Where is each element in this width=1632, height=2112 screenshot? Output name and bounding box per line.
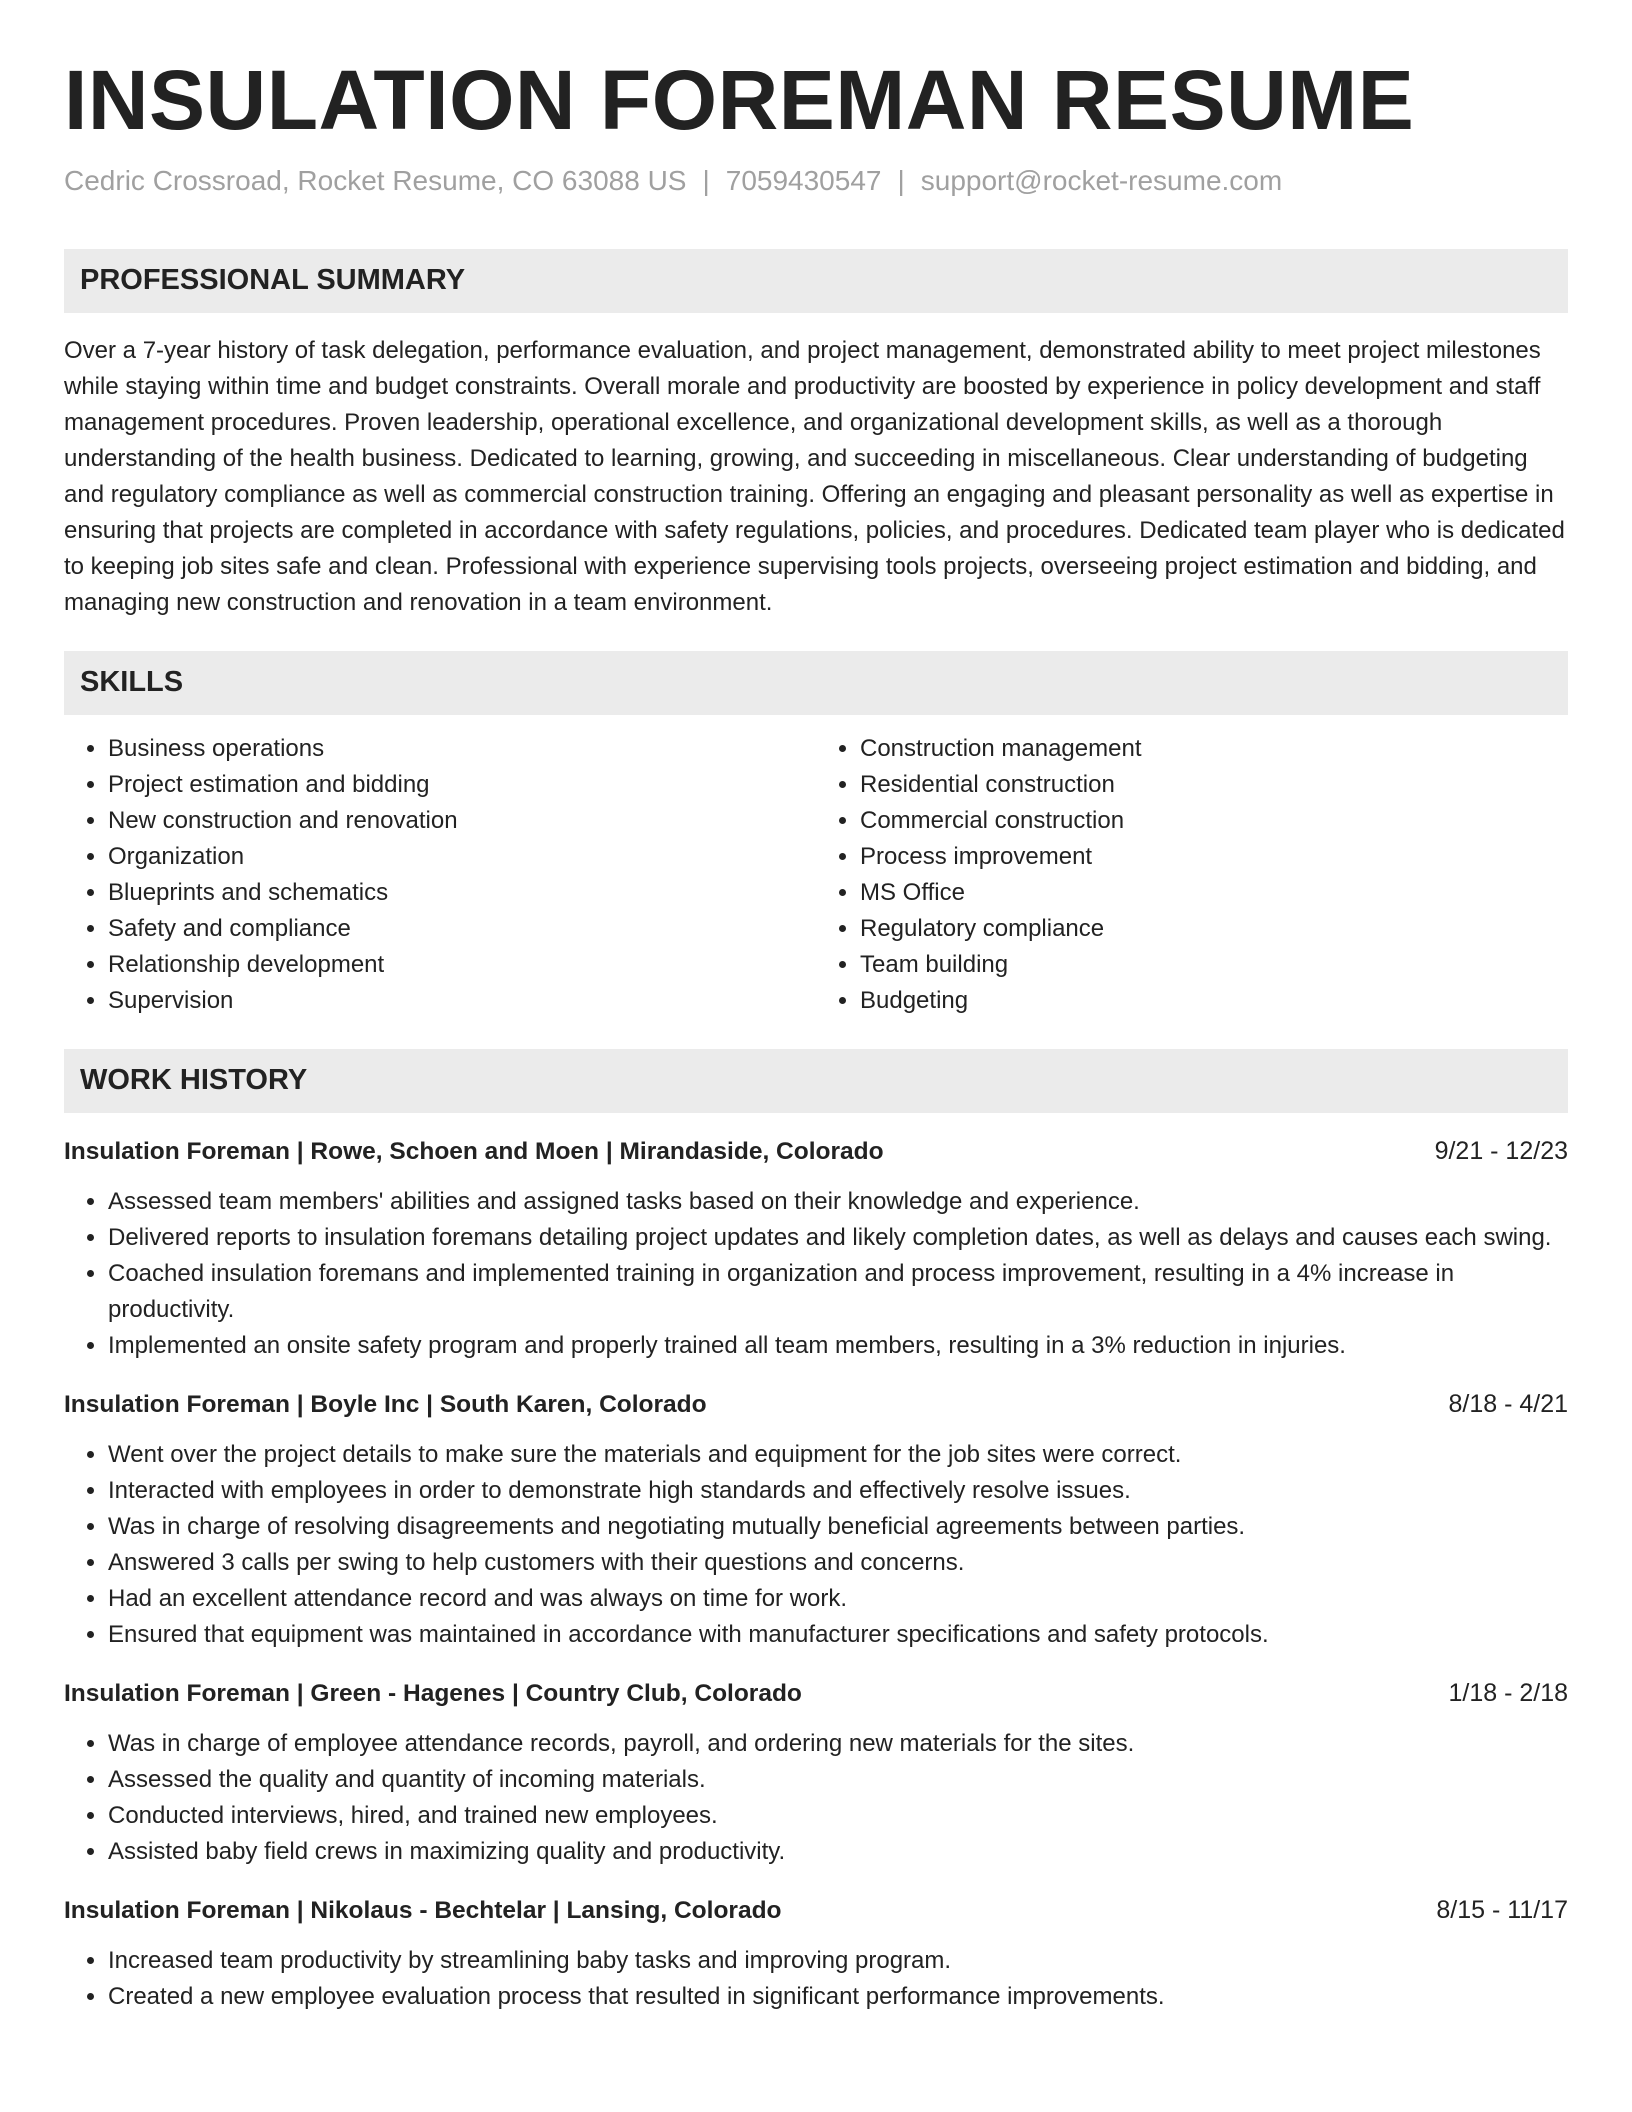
skill-item: • Relationship development [108,947,816,983]
skills-column-left [64,731,816,1019]
job-header [64,1386,1568,1423]
resume-title: INSULATION FOREMAN RESUME [64,53,1415,147]
job-bullet: • Assessed the quality and quantity of incoming materials. [108,1762,1568,1798]
skills-list [64,731,1568,1019]
job-dates: 9/21 - 12/23 [1434,1136,1568,1165]
skill-item: • Budgeting [860,983,1568,1019]
job-bullet: • Assisted baby field crews in maximizing quality and productivity. [108,1834,1568,1870]
job-bullet: • Increased team productivity by streamlining baby tasks and improving program. [108,1943,1568,1979]
job-bullets [64,1943,1568,2015]
job-bullet: • Interacted with employees in order to demonstrate high standards and effectively resolve issues. [108,1473,1568,1509]
contact-line [64,163,1568,199]
skill-item: • Regulatory compliance [860,911,1568,947]
skill-item: • Team building [860,947,1568,983]
skill-item: • MS Office [860,875,1568,911]
skill-item: • Process improvement [860,839,1568,875]
job-bullet: • Created a new employee evaluation process that resulted in significant performance improvements. [108,1979,1568,2015]
job-dates: 1/18 - 2/18 [1448,1678,1568,1707]
job-bullets [64,1726,1568,1870]
job-bullet: • Had an excellent attendance record and was always on time for work. [108,1581,1568,1617]
job-entry [64,1386,1568,1653]
job-bullet: • Ensured that equipment was maintained in accordance with manufacturer specifications and safety protocols. [108,1617,1568,1653]
job-bullet: • Went over the project details to make sure the materials and equipment for the job sites were correct. [108,1437,1568,1473]
skills-column-right [816,731,1568,1019]
contact-separator: | [702,164,710,196]
section-header-skills: SKILLS [64,651,1568,715]
skill-item: • New construction and renovation [108,803,816,839]
skill-item: • Construction management [860,731,1568,767]
job-bullet: • Conducted interviews, hired, and trained new employees. [108,1798,1568,1834]
skill-item: • Commercial construction [860,803,1568,839]
job-entry [64,1675,1568,1870]
job-bullet: • Delivered reports to insulation foremans detailing project updates and likely completion dates, as well as delays and causes each swing. [108,1220,1568,1256]
skill-item: • Business operations [108,731,816,767]
skill-item: • Residential construction [860,767,1568,803]
skill-item: • Supervision [108,983,816,1019]
job-bullet: • Answered 3 calls per swing to help customers with their questions and concerns. [108,1545,1568,1581]
job-header [64,1675,1568,1712]
skill-item: • Safety and compliance [108,911,816,947]
section-header-summary: PROFESSIONAL SUMMARY [64,249,1568,313]
skill-item: • Organization [108,839,816,875]
section-header-work-history: WORK HISTORY [64,1049,1568,1113]
contact-phone: 7059430547 [725,164,882,196]
job-entry [64,1133,1568,1364]
contact-email: support@rocket-resume.com [920,164,1283,196]
job-entry [64,1892,1568,2015]
skill-item: • Blueprints and schematics [108,875,816,911]
job-bullet: • Coached insulation foremans and implemented training in organization and process improvement, resulting in a 4% increase in productivity. [108,1256,1568,1328]
job-bullets [64,1437,1568,1653]
job-dates: 8/18 - 4/21 [1448,1389,1568,1418]
contact-separator: | [897,164,905,196]
job-heading: Insulation Foreman | Nikolaus - Bechtelar | Lansing, Colorado [64,1896,782,1924]
job-heading: Insulation Foreman | Boyle Inc | South Karen, Colorado [64,1390,707,1418]
summary-text: Over a 7-year history of task delegation, performance evaluation, and project management, demonstrated ability to meet project milestones while staying within time and budget constraints. Overall morale and productivity are boosted by experience in policy development and staff management procedures. Proven leadership, operational excellence, and organizational development skills, as well as a thorough understanding of the health business. Dedicated to learning, growing, and succeeding in miscellaneous. Clear understanding of budgeting and regulatory compliance as well as commercial construction training. Offering an engaging and pleasant personality as well as expertise in ensuring that projects are completed in accordance with safety regulations, policies, and procedures. Dedicated team player who is dedicated to keeping job sites safe and clean. Professional with experience supervising tools projects, overseeing project estimation and bidding, and managing new construction and renovation in a team environment. [64,336,1565,616]
job-bullet: • Implemented an onsite safety program and properly trained all team members, resulting in a 3% reduction in injuries. [108,1328,1568,1364]
job-bullet: • Assessed team members' abilities and assigned tasks based on their knowledge and experience. [108,1184,1568,1220]
job-heading: Insulation Foreman | Rowe, Schoen and Moen | Mirandaside, Colorado [64,1137,884,1165]
skill-item: • Project estimation and bidding [108,767,816,803]
job-bullets [64,1184,1568,1364]
contact-address: Cedric Crossroad, Rocket Resume, CO 63088 US [64,164,687,196]
job-header [64,1892,1568,1929]
job-bullet: • Was in charge of resolving disagreements and negotiating mutually beneficial agreements between parties. [108,1509,1568,1545]
job-header [64,1133,1568,1170]
job-dates: 8/15 - 11/17 [1436,1895,1568,1924]
job-bullet: • Was in charge of employee attendance records, payroll, and ordering new materials for the sites. [108,1726,1568,1762]
job-heading: Insulation Foreman | Green - Hagenes | Country Club, Colorado [64,1679,802,1707]
